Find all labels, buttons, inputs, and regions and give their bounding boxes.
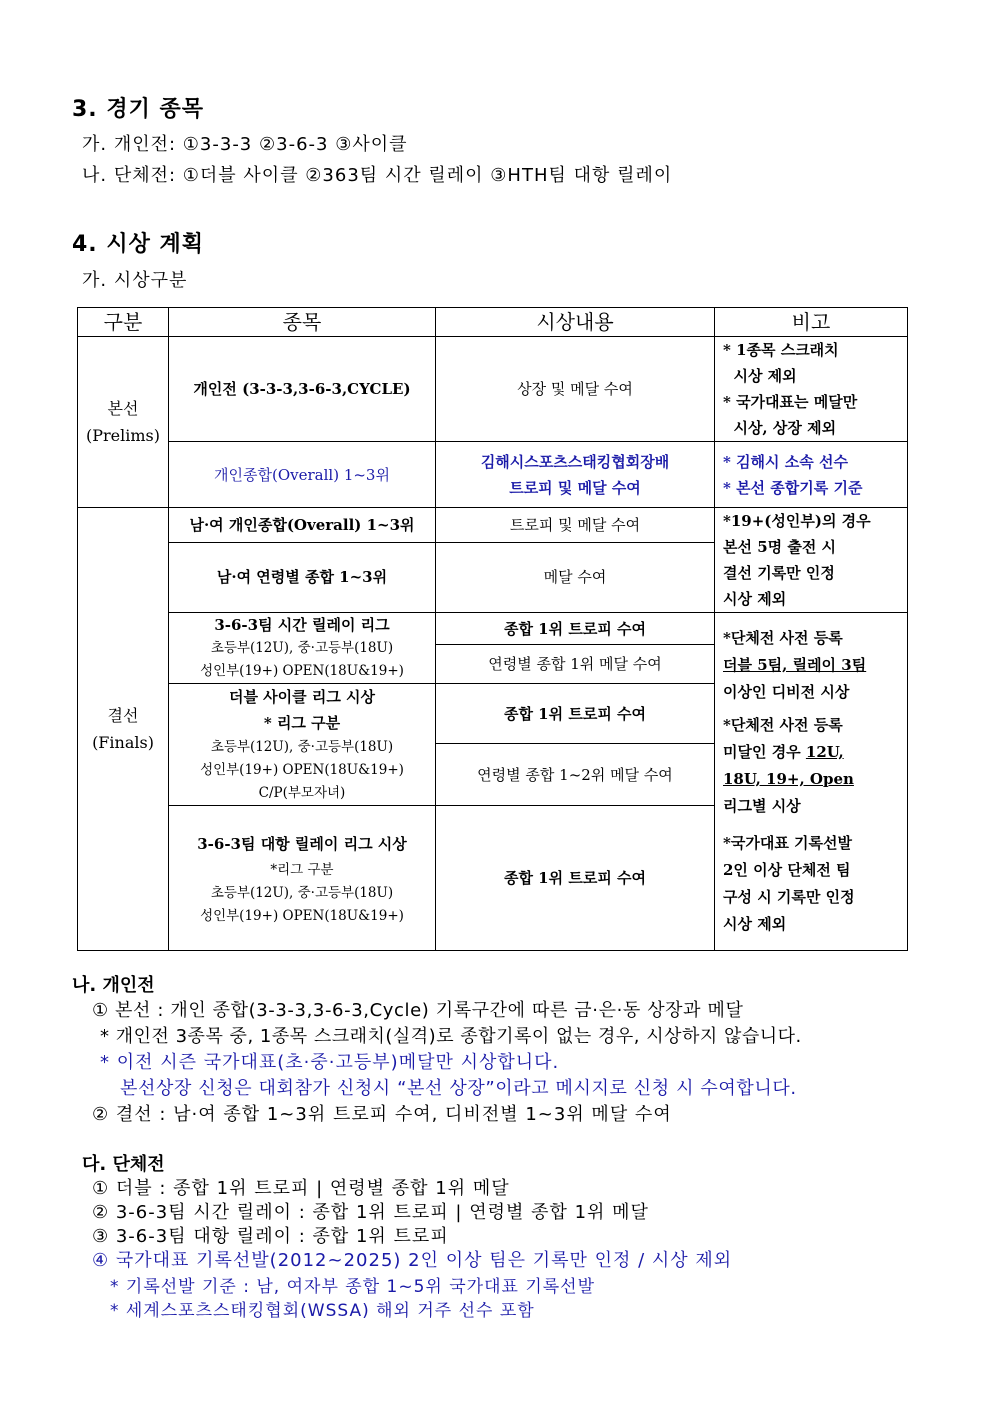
finals-note-1: *19+(성인부)의 경우 본선 5명 출전 시 결선 기록만 인정 시상 제외: [715, 508, 908, 613]
section3-team: 나. 단체전: ①더블 사이클 ②363팀 시간 릴레이 ③HTH팀 대항 릴레이: [82, 165, 673, 186]
finals-event-5: 3-6-3팀 대항 릴레이 리그 시상 *리그 구분 초등부(12U), 중·고등부(18U) 성인부(19+) OPEN(18U&19+): [169, 806, 436, 951]
table-row: [78, 337, 908, 442]
header-category: 구분: [78, 308, 169, 337]
prelims-award-1: 상장 및 메달 수여: [436, 337, 715, 442]
finals-award-4a: 종합 1위 트로피 수여: [436, 684, 715, 744]
finals-label-en: (Finals): [92, 733, 154, 752]
prelims-event-2: 개인종합(Overall) 1~3위: [169, 442, 436, 508]
section-c-line-6: * 세계스포츠스태킹협회(WSSA) 해외 거주 선수 포함: [110, 1301, 535, 1321]
section-c-line-1: ① 더블 : 종합 1위 트로피 | 연령별 종합 1위 메달: [92, 1178, 510, 1199]
section-b-line-5: ② 결선 : 남·여 종합 1~3위 트로피 수여, 디비전별 1~3위 메달 수여: [92, 1104, 672, 1125]
section-c-line-4: ④ 국가대표 기록선발(2012~2025) 2인 이상 팀은 기록만 인정 / 시상 제외: [92, 1250, 733, 1271]
finals-award-3b: 연령별 종합 1위 메달 수여: [436, 645, 715, 684]
table-row: [78, 508, 908, 543]
section-b-line-3: * 이전 시즌 국가대표(초·중·고등부)메달만 시상합니다.: [100, 1052, 560, 1073]
finals-event-3: 3-6-3팀 시간 릴레이 리그 초등부(12U), 중·고등부(18U) 성인부(19+) OPEN(18U&19+): [169, 613, 436, 684]
finals-event-1: 남·여 개인종합(Overall) 1~3위: [169, 508, 436, 543]
prelims-award-2: 김해시스포츠스태킹협회장배 트로피 및 메달 수여: [436, 442, 715, 508]
section-c-title: 다. 단체전: [82, 1154, 165, 1175]
finals-event-4: 더블 사이클 리그 시상 * 리그 구분 초등부(12U), 중·고등부(18U) 성인부(19+) OPEN(18U&19+) C/P(부모자녀): [169, 684, 436, 806]
prelims-event-1: 개인전 (3-3-3,3-6-3,CYCLE): [169, 337, 436, 442]
prelims-note-2: * 김해시 소속 선수 * 본선 종합기록 기준: [715, 442, 908, 508]
section-b-line-1: ① 본선 : 개인 종합(3-3-3,3-6-3,Cycle) 기록구간에 따른 금·은·동 상장과 메달: [92, 1000, 744, 1021]
section4-title: 4. 시상 계획: [72, 232, 204, 257]
table-row: [78, 613, 908, 645]
table-row: [78, 442, 908, 508]
finals-event-2: 남·여 연령별 종합 1~3위: [169, 542, 436, 612]
finals-award-2: 메달 수여: [436, 542, 715, 612]
finals-award-4b: 연령별 종합 1~2위 메달 수여: [436, 744, 715, 806]
finals-award-3a: 종합 1위 트로피 수여: [436, 613, 715, 645]
section-c-line-3: ③ 3-6-3팀 대항 릴레이 : 종합 1위 트로피: [92, 1226, 449, 1247]
finals-label: [78, 508, 169, 951]
section3-individual: 가. 개인전: ①3-3-3 ②3-6-3 ③사이클: [82, 134, 408, 155]
award-table: [77, 307, 908, 951]
prelims-label: [78, 337, 169, 508]
section3-title: 3. 경기 종목: [72, 97, 204, 122]
section-b-line-4: 본선상장 신청은 대회참가 신청시 “본선 상장”이라고 메시지로 신청 시 수여합니다.: [120, 1078, 797, 1099]
section-b-title: 나. 개인전: [72, 975, 155, 996]
finals-award-5: 종합 1위 트로피 수여: [436, 806, 715, 951]
section-c-line-5: * 기록선발 기준 : 남, 여자부 종합 1~5위 국가대표 기록선발: [110, 1277, 596, 1297]
header-award: 시상내용: [436, 308, 715, 337]
finals-award-1: 트로피 및 메달 수여: [436, 508, 715, 543]
section4-sub-a: 가. 시상구분: [82, 270, 188, 291]
header-event: 종목: [169, 308, 436, 337]
prelims-label-en: (Prelims): [86, 426, 160, 445]
finals-label-kr: 결선: [107, 706, 139, 725]
prelims-label-kr: 본선: [107, 399, 139, 418]
table-header-row: [78, 308, 908, 337]
section-c-line-2: ② 3-6-3팀 시간 릴레이 : 종합 1위 트로피 | 연령별 종합 1위 메달: [92, 1202, 649, 1223]
prelims-note-1: * 1종목 스크래치 시상 제외 * 국가대표는 메달만 시상, 상장 제외: [715, 337, 908, 442]
finals-note-2: *단체전 사전 등록 더블 5팀, 릴레이 3팀 이상인 디비전 시상 *단체전 사전 등록 미달인 경우 12U, 18U, 19+, Open 리그별 시상 *국가대표 기록선발 2인 이상 단체전 팀 구성 시 기록만 인정 시상 제외: [715, 613, 908, 951]
section-b-line-2: * 개인전 3종목 중, 1종목 스크래치(실격)로 종합기록이 없는 경우, 시상하지 않습니다.: [100, 1026, 802, 1047]
header-note: 비고: [715, 308, 908, 337]
